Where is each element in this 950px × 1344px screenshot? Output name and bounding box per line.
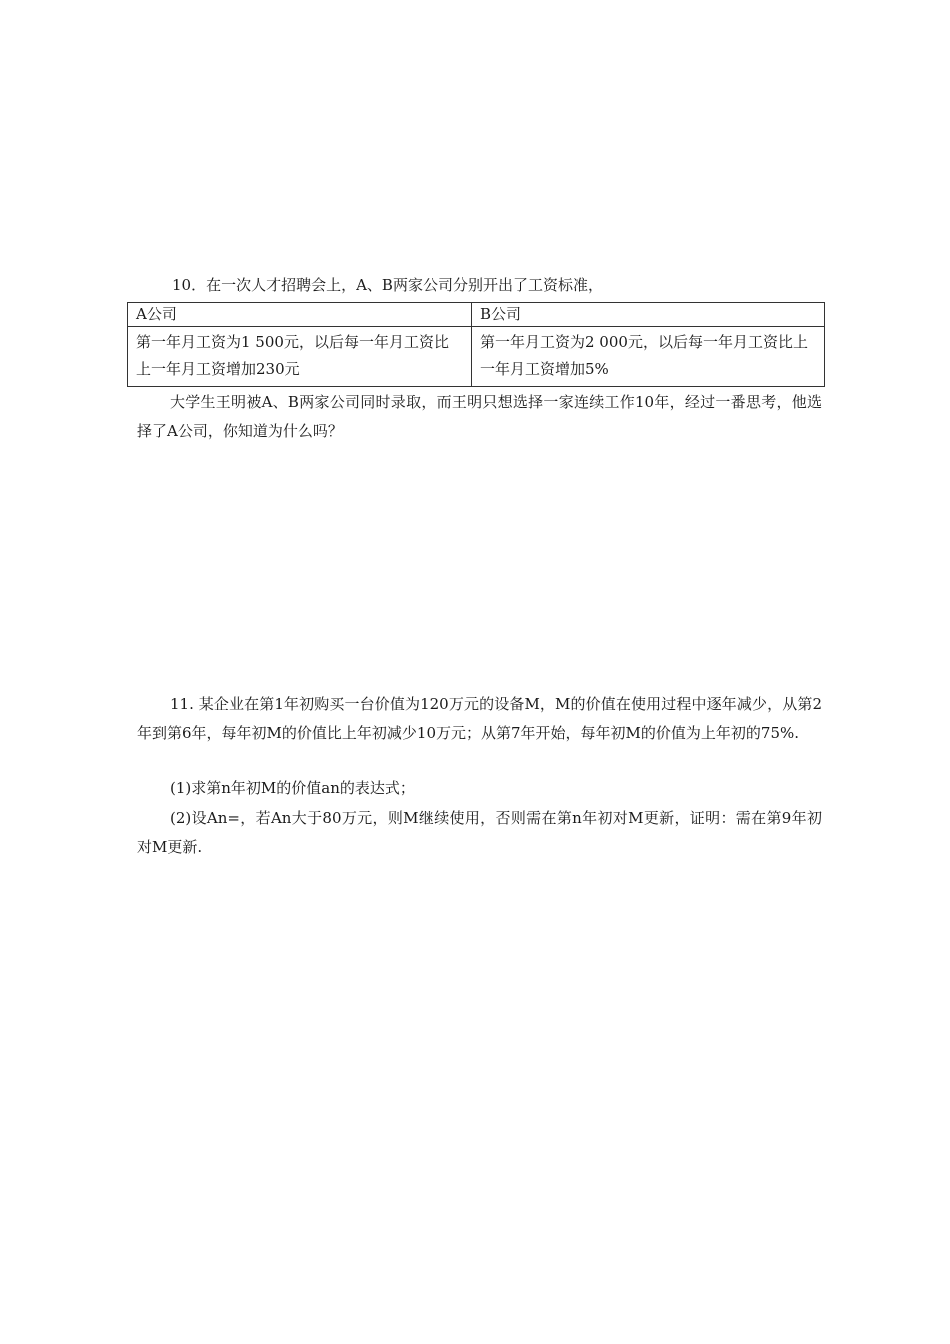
table-header-row xyxy=(128,303,825,327)
company-a-salary-cell: 第一年月工资为1 500元，以后每一年月工资比上一年月工资增加230元 xyxy=(128,327,472,387)
question-11-part-2: (2)设An=，若An大于80万元，则M继续使用，否则需在第n年初对M更新，证明：需在第9年初对M更新. xyxy=(137,809,822,856)
company-b-salary-cell: 第一年月工资为2 000元，以后每一年月工资比上一年月工资增加5% xyxy=(472,327,825,387)
question-10-stem: 10．在一次人才招聘会上，A、B两家公司分别开出了工资标准， xyxy=(172,276,603,294)
question-10-followup: 大学生王明被A、B两家公司同时录取，而王明只想选择一家连续工作10年，经过一番思考，他选择了A公司，你知道为什么吗？ xyxy=(137,393,822,440)
company-b-header: B公司 xyxy=(472,303,825,327)
question-11-stem: 11. 某企业在第1年初购买一台价值为120万元的设备M，M的价值在使用过程中逐年减少，从第2年到第6年，每年初M的价值比上年初减少10万元；从第7年开始，每年初M的价值为上年初的75%. xyxy=(137,695,822,742)
question-11-part-1: (1)求第n年初M的价值an的表达式； xyxy=(170,779,415,797)
salary-comparison-table xyxy=(127,302,825,387)
company-a-header: A公司 xyxy=(128,303,472,327)
table-row xyxy=(128,327,825,387)
